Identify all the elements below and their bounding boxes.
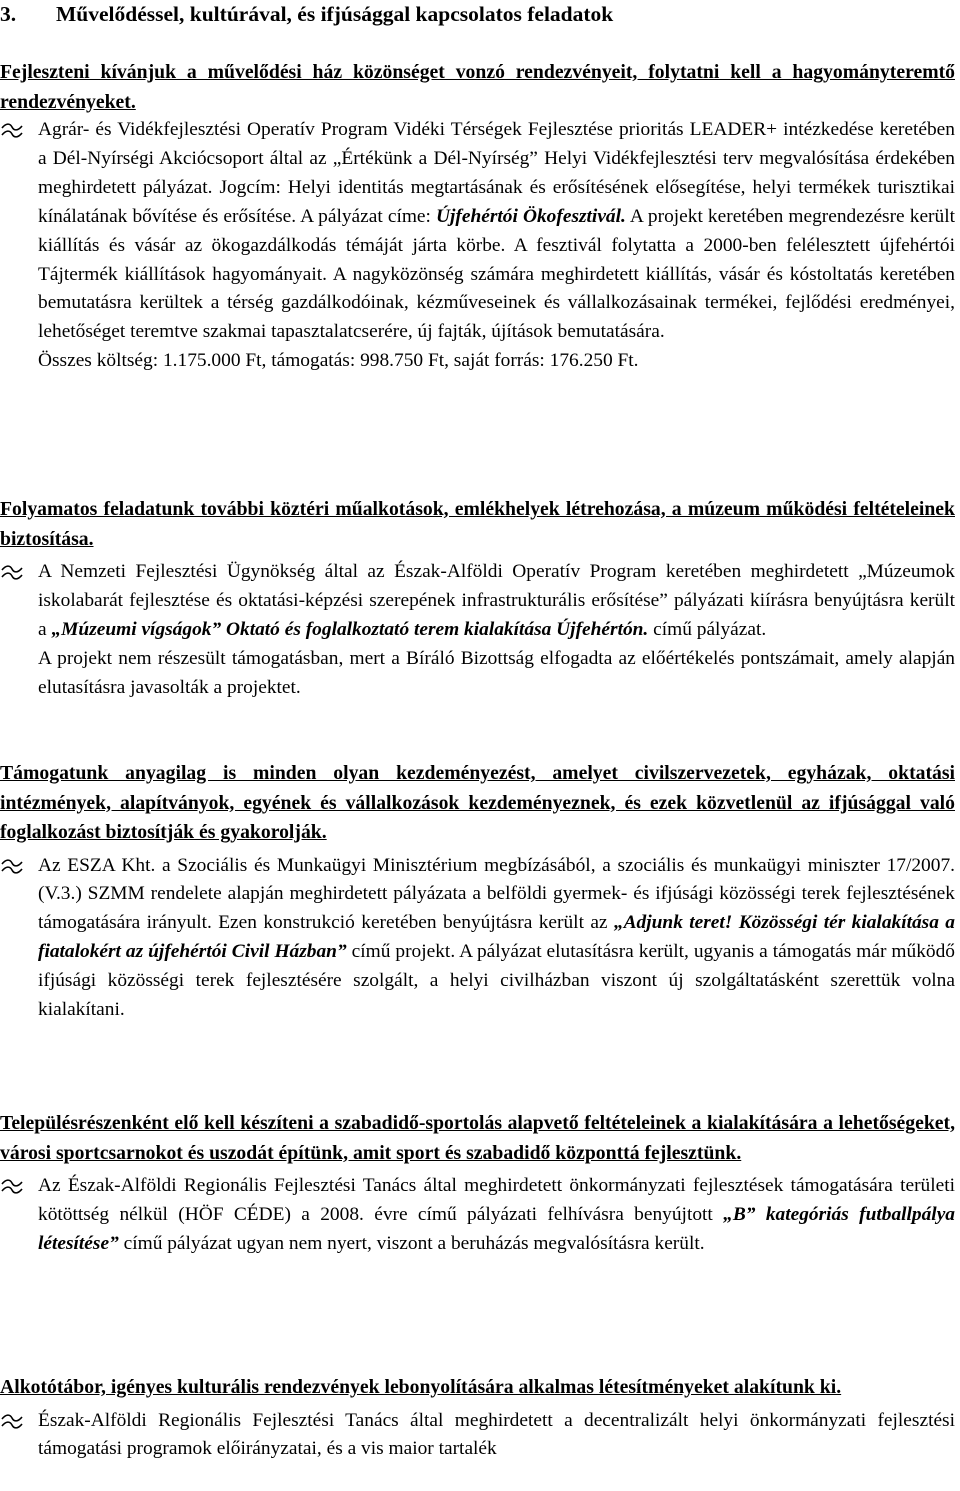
section-sport	[0, 1109, 955, 1259]
item-text: Agrár- és Vidékfejlesztési Operatív Program Vidéki Térségek Fejlesztése prioritás LEADER+ intézkedése keretében a Dél-Nyírségi Akciócsoport által az „Értékünk a Dél-Nyírség” Helyi Vidékfejlesztési terv megvalósítása érdekében meghirdetett pályázat. Jogcím: Helyi identitás megtartásának és erősítésének elősegítése, helyi termékek turisztikai kínálatának bővítése és erősítése. A pályázat címe:	[38, 119, 955, 227]
item-text: című pályázat.	[648, 618, 767, 640]
project-title: „B” kategóriás futballpálya létesítése”	[38, 1203, 955, 1254]
section-youth	[0, 759, 955, 1025]
list-item	[0, 116, 955, 376]
section-title: Támogatunk anyagilag is minden olyan kezdeményezést, amelyet civilszervezetek, egyházak, oktatási intézmények, alapítványok, egyének és vállalkozások kezdeményeznek, és ezek közvetlenül az ifjúsággal való foglalkozást biztosítják és gyakorolják.	[0, 762, 955, 843]
project-title: „Adjunk teret! Közösségi tér kialakítása a fiatalokért az újfehértói Civil Házban”	[38, 912, 955, 963]
item-text: A projekt keretében megrendezésre került kiállítás és vásár az ökogazdálkodás témáját járta körbe. A fesztivál folytatta a 2000-ben felélesztett újfehértói Tájtermék kiállítások hagyományait. A nagyközönség számára meghirdetett kiállítás, vásár és kóstoltatás keretében bemutatásra kerültek a térség gazdálkodóinak, kézműveseinek és vállalkozásainak termékei, fejlődési eredményei, lehetőséget teremtve szakmai tapasztalatcserére, új fajták, újítások bemutatására.	[38, 205, 955, 343]
section-title: Művelődéssel, kultúrával, és ifjúsággal kapcsolatos feladatok	[56, 2, 614, 26]
section-title: Folyamatos feladatunk további köztéri műalkotások, emlékhelyek létrehozása, a múzeum működési feltételeinek biztosítása.	[0, 498, 955, 550]
item-note: A projekt nem részesült támogatásban, mert a Bíráló Bizottság elfogadta az előértékelés pontszámait, amely alapján elutasításra javasolták a projektet.	[38, 647, 955, 698]
item-text: című projekt. A pályázat elutasításra került, ugyanis a támogatás már működő ifjúsági közösségi terek fejlesztésére szolgált, a helyi civilházban viszont új szolgáltatásként szerettük volna kialakítani.	[38, 941, 955, 1021]
section-camp	[0, 1373, 955, 1464]
list-item	[0, 1407, 955, 1465]
project-title: Újfehértói Ökofesztivál.	[436, 205, 626, 227]
section-title: Alkotótábor, igényes kulturális rendezvények lebonyolítására alkalmas létesítményeket alakítunk ki.	[0, 1376, 842, 1398]
approx-equal-bullet-icon	[0, 1407, 24, 1435]
list-item	[0, 558, 955, 703]
item-text: Az Észak-Alföldi Regionális Fejlesztési Tanács által meghirdetett önkormányzati fejlesztések támogatására területi kötöttség nélkül (HÖF CÉDE) a 2008. évre című pályázati felhívásra benyújtott	[38, 1175, 955, 1225]
section-museum	[0, 495, 955, 703]
approx-equal-bullet-icon	[0, 852, 24, 880]
section-number: 3.	[0, 2, 17, 26]
item-text: című pályázat ugyan nem nyert, viszont a beruházás megvalósításra került.	[118, 1232, 705, 1254]
section-leader	[0, 116, 955, 376]
list-item	[0, 852, 955, 1025]
approx-equal-bullet-icon	[0, 116, 24, 144]
section-title: Településrészenként elő kell készíteni a szabadidő-sportolás alapvető feltételeinek a kialakítására a lehetőségeket, városi sportcsarnokot és uszodát építünk, amit sport és szabadidő központtá fejlesztünk.	[0, 1112, 955, 1164]
item-text: A Nemzeti Fejlesztési Ügynökség által az Észak-Alföldi Operatív Program keretében meghirdetett „Múzeumok iskolabarát fejlesztése és oktatási-képzési szerepének infrastrukturális erősítése” pályázati kiírásra benyújtásra került a	[38, 561, 955, 640]
item-text: Észak-Alföldi Regionális Fejlesztési Tanács által meghirdetett a decentralizált helyi önkormányzati fejlesztési támogatási programok előirányzatai, és a vis maior tartalék	[38, 1409, 955, 1460]
approx-equal-bullet-icon	[0, 1172, 24, 1200]
section-heading	[0, 1, 613, 27]
project-title: „Múzeumi vígságok” Oktató és foglalkoztató terem kialakítása Újfehértón.	[51, 618, 649, 640]
costs-line: Összes költség: 1.175.000 Ft, támogatás: 998.750 Ft, saját forrás: 176.250 Ft.	[38, 350, 639, 372]
intro-paragraph: Fejleszteni kívánjuk a művelődési ház közönséget vonzó rendezvényeit, folytatni kell a hagyományteremtő rendezvényeket.	[0, 61, 955, 113]
item-text: Az ESZA Kht. a Szociális és Munkaügyi Minisztérium megbízásából, a szociális és munkaügyi miniszter 17/2007. (V.3.) SZMM rendelete alapján meghirdetett pályázata a belföldi gyermek- és ifjúsági közösségi terek fejlesztésének támogatására irányult. Ezen konstrukció keretében benyújtásra került az	[38, 854, 955, 934]
approx-equal-bullet-icon	[0, 558, 24, 586]
list-item	[0, 1172, 955, 1259]
